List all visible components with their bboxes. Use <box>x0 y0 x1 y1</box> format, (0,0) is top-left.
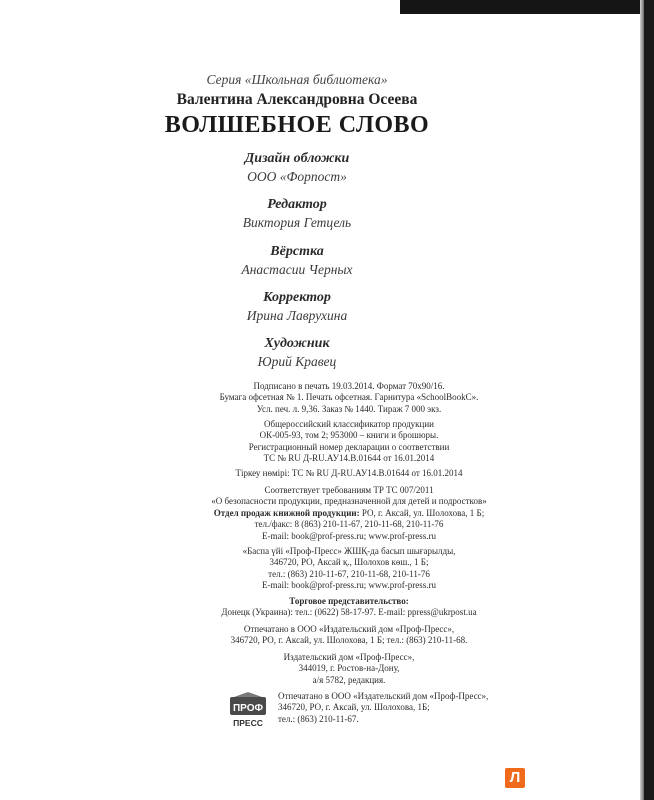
credit-role-illustrator: Художник <box>264 336 330 351</box>
print-line: Подписано в печать 19.03.2014. Формат 70х90/16. <box>253 381 445 391</box>
scan-edge-right <box>644 0 654 800</box>
publisher-address <box>196 652 502 686</box>
sales-department <box>196 508 502 542</box>
kz-registration-line: Тіркеу нөмірі: ТС № RU Д-RU.АУ14.В.01644 от 16.01.2014 <box>235 468 463 478</box>
kz-publisher-line: E-mail: book@prof-press.ru; www.prof-press.ru <box>262 579 436 590</box>
classifier-details <box>196 419 502 464</box>
credit-role-cover: Дизайн обложки <box>244 151 350 166</box>
credit-role-layout: Вёрстка <box>270 244 324 259</box>
printed-line: 346720, РО, г. Аксай, ул. Шолохова, 1 Б; тел.: (863) 210-11-68. <box>230 635 468 646</box>
classifier-line: Регистрационный номер декларации о соответствии <box>248 441 450 452</box>
trade-heading: Торговое представительство: <box>289 596 409 606</box>
publisher-line: 344019, г. Ростов-на-Дону, <box>298 663 400 674</box>
tr-line: «О безопасности продукции, предназначенной для детей и подростков» <box>211 496 487 507</box>
trade-representation <box>196 596 502 619</box>
printed-at <box>196 624 502 647</box>
classifier-line: ТС № RU Д-RU.АУ14.В.01644 от 16.01.2014 <box>263 452 435 463</box>
watermark-logo: Л <box>505 768 525 788</box>
footer-printed-line: 346720, РО, г. Аксай, ул. Шолохова, 1Б; <box>278 702 430 713</box>
credit-name-cover: ООО «Форпост» <box>247 169 347 184</box>
footer-printed-at <box>278 691 508 725</box>
sales-heading: Отдел продаж книжной продукции: <box>213 508 360 518</box>
logo-bottom-text: ПРЕСС <box>233 718 263 728</box>
logo-top-text: ПРОФ <box>232 703 264 714</box>
scan-edge-top <box>400 0 654 14</box>
credit-role-editor: Редактор <box>267 197 327 212</box>
print-line: Бумага офсетная № 1. Печать офсетная. Гарнитура «SchoolBookC». <box>219 392 479 403</box>
trade-line: Донецк (Украина): тел.: (0622) 58-17-97. E-mail: ppress@ukrpost.ua <box>221 607 477 618</box>
credit-name-editor: Виктория Гетцель <box>242 215 352 230</box>
credit-name-proofreader: Ирина Лаврухина <box>246 308 348 323</box>
footer-printed-line: тел.: (863) 210-11-67. <box>278 713 359 724</box>
kz-publisher-line: «Баспа үйі «Проф-Пресс» ЖШҚ-да басып шығарылды, <box>242 546 456 556</box>
sales-line: тел./факс: 8 (863) 210-11-67, 210-11-68, 210-11-76 <box>254 519 444 530</box>
book-title: ВОЛШЕБНОЕ СЛОВО <box>164 112 430 138</box>
footer-printed-line: Отпечатано в ООО «Издательский дом «Проф-Пресс», <box>278 691 489 701</box>
kz-publisher-line: 346720, РО, Аксай қ., Шолохов көш., 1 Б; <box>269 557 429 568</box>
classifier-line: ОК-005-93, том 2; 953000 – книги и брошюры. <box>259 430 439 441</box>
sales-address: РО, г. Аксай, ул. Шолохова, 1 Б; <box>361 508 485 518</box>
kz-publisher <box>196 546 502 591</box>
classifier-line: Общероссийский классификатор продукции <box>264 419 434 429</box>
print-line: Усл. печ. л. 9,36. Заказ № 1440. Тираж 7 000 экз. <box>256 403 442 414</box>
publisher-line: Издательский дом «Проф-Пресс», <box>283 652 415 662</box>
printed-line: Отпечатано в ООО «Издательский дом «Проф-Пресс», <box>243 624 455 634</box>
credit-name-illustrator: Юрий Кравец <box>257 354 337 369</box>
sales-line: E-mail: book@prof-press.ru; www.prof-press.ru <box>262 530 436 541</box>
print-details <box>196 381 502 415</box>
credit-role-proofreader: Корректор <box>263 290 331 305</box>
credit-name-layout: Анастасии Черных <box>241 262 353 277</box>
sales-line <box>196 508 502 519</box>
publisher-line: а/я 5782, редакция. <box>312 674 386 685</box>
series-line: Серия «Школьная библиотека» <box>206 72 388 87</box>
tr-compliance <box>196 485 502 508</box>
tr-line: Соответствует требованиям ТР ТС 007/2011 <box>264 485 434 495</box>
prof-press-logo <box>228 691 268 731</box>
kz-publisher-line: тел.: (863) 210-11-67, 210-11-68, 210-11-76 <box>268 568 430 579</box>
author-name: Валентина Александровна Осеева <box>176 91 418 108</box>
